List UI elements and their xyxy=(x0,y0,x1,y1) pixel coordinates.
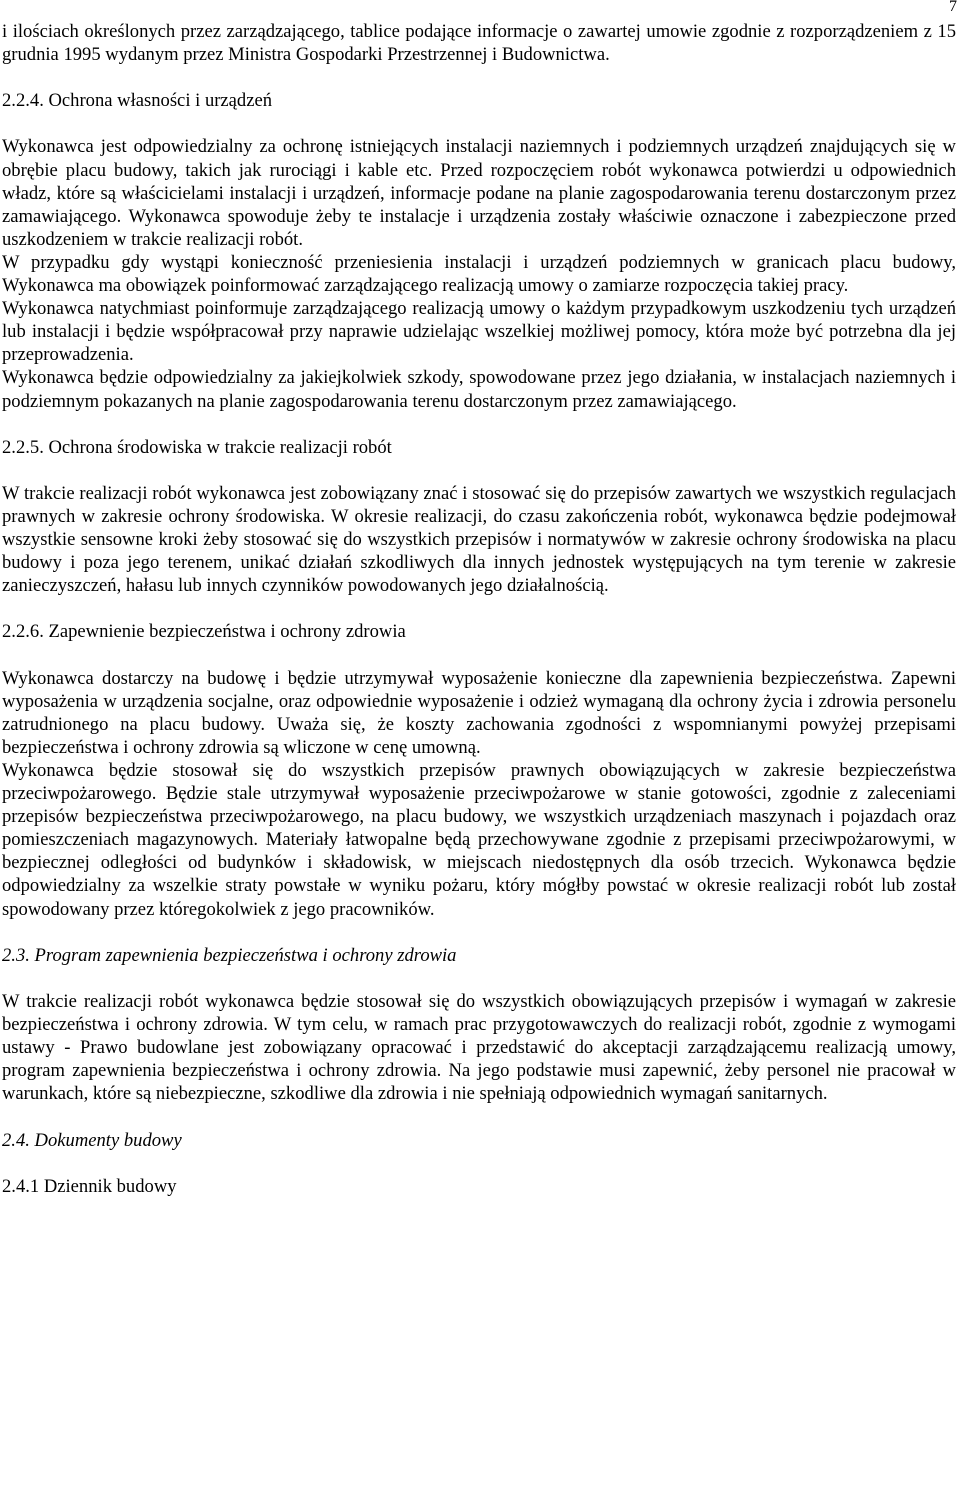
section-heading-2-3: 2.3. Program zapewnienia bezpieczeństwa i ochrony zdrowia xyxy=(2,944,457,966)
section-heading-2-2-4: 2.2.4. Ochrona własności i urządzeń xyxy=(2,90,273,112)
section-2-3-paragraph-1: W trakcie realizacji robót wykonawca będzie stosował się do wszystkich obowiązujących przepisów i wymagań w zakresie bezpieczeństwa i ochrony zdrowia. W tym celu, w ramach prac przygotowawczych do realizacji robót, zgodnie z wymogami ustawy - Prawo budowlane jest zobowiązany opracować i przedstawić do akceptacji zarządzającemu realizacją umowy, program zapewnienia bezpieczeństwa i ochrony zdrowia. Na jego podstawie musi zapewnić, żeby personel nie pracował w warunkach, które są niebezpieczne, szkodliwe dla zdrowia i nie spełniają odpowiednich wymagań sanitarnych. xyxy=(2,990,956,1105)
section-2-2-4-paragraph-2: W przypadku gdy wystąpi konieczność przeniesienia instalacji i urządzeń podziemnych w granicach placu budowy, Wykonawca ma obowiązek poinformować zarządzającego realizacją umowy o zamiarze rozpoczęcia takiej pracy. xyxy=(2,251,956,297)
section-2-2-6-paragraph-1: Wykonawca dostarczy na budowę i będzie utrzymywał wyposażenie konieczne dla zapewnienia bezpieczeństwa. Zapewni wyposażenia w urządzenia socjalne, oraz odpowiednie wyposażenie i odzież wymaganą dla ochrony życia i zdrowia personelu zatrudnionego na placu budowy. Uważa się, że koszty zachowania zgodności z wspomnianymi powyżej przepisami bezpieczeństwa i ochrony zdrowia są wliczone w cenę umowną. xyxy=(2,667,956,758)
section-heading-2-4: 2.4. Dokumenty budowy xyxy=(2,1129,182,1151)
section-2-2-4-paragraph-4: Wykonawca będzie odpowiedzialny za jakiejkolwiek szkody, spowodowane przez jego działania, w instalacjach naziemnych i podziemnym pokazanych na planie zagospodarowania terenu dostarczonym przez zamawiającego. xyxy=(2,367,956,412)
section-heading-2-2-6: 2.2.6. Zapewnienie bezpieczeństwa i ochrony zdrowia xyxy=(2,621,406,643)
section-heading-2-4-1: 2.4.1 Dziennik budowy xyxy=(2,1175,177,1197)
section-2-2-4-paragraph-1: Wykonawca jest odpowiedzialny za ochronę istniejących instalacji naziemnych i podziemnych urządzeń znajdujących się w obrębie placu budowy, takich jak rurociągi i kable etc. Przed rozpoczęciem robót wykonawca potwierdzi u odpowiednich władz, które są właścicielami instalacji i urządzeń, informacje podane na planie zagospodarowania terenu dostarczonym przez zamawiającego. Wykonawca spowoduje żeby te instalacje i urządzenia zostały właściwie oznaczone i zabezpieczone przed uszkodzeniem w trakcie realizacji robót. xyxy=(2,136,956,250)
section-2-2-6-paragraph-2: Wykonawca będzie stosował się do wszystkich przepisów prawnych obowiązujących w zakresie bezpieczeństwa przeciwpożarowego. Będzie stale utrzymywał wyposażenie przeciwpożarowe w stanie gotowości, zgodnie z zaleceniami przepisów bezpieczeństwa przeciwpożarowego, na placu budowy, we wszystkich urządzeniach maszynach i pojazdach oraz pomieszczeniach magazynowych. Materiały łatwopalne będą przechowywane zgodnie z przepisami przeciwpożarowymi, w bezpiecznej odległości od budynków i składowisk, w miejscach niedostępnych dla osób trzecich. Wykonawca będzie odpowiedzialny za wszelkie straty powstałe w wyniku pożaru, który mógłby powstać w okresie realizacji robót lub został spowodowany przez któregokolwiek z jego pracowników. xyxy=(2,760,956,920)
document-body xyxy=(2,20,956,1221)
intro-paragraph: i ilościach określonych przez zarządzającego, tablice podające informacje o zawartej umowie zgodnie z rozporządzeniem z 15 grudnia 1995 wydanym przez Ministra Gospodarki Przestrzennej i Budownictwa. xyxy=(2,21,956,66)
section-2-2-5-paragraph-1: W trakcie realizacji robót wykonawca jest zobowiązany znać i stosować się do przepisów zawartych we wszystkich regulacjach prawnych w zakresie ochrony środowiska. W okresie realizacji, do czasu zakończenia robót, wykonawca będzie podejmował wszystkie sensowne kroki żeby stosować się do wszystkich przepisów i normatywów w zakresie ochrony środowiska na placu budowy i poza jego terenem, unikać działań szkodliwych dla innych jednostek występujących na tym terenie w zakresie zanieczyszczeń, hałasu lub innych czynników powodowanych jego działalnością. xyxy=(2,482,956,597)
section-2-2-4-paragraph-3: Wykonawca natychmiast poinformuje zarządzającego realizacją umowy o każdym przypadkowym uszkodzeniu tych urządzeń lub instalacji i będzie współpracował przy naprawie udzielając wszelkiej możliwej pomocy, która może być potrzebna dla jej przeprowadzenia. xyxy=(2,298,956,366)
section-heading-2-2-5: 2.2.5. Ochrona środowiska w trakcie realizacji robót xyxy=(2,436,392,458)
page-number: 7 xyxy=(949,0,957,15)
